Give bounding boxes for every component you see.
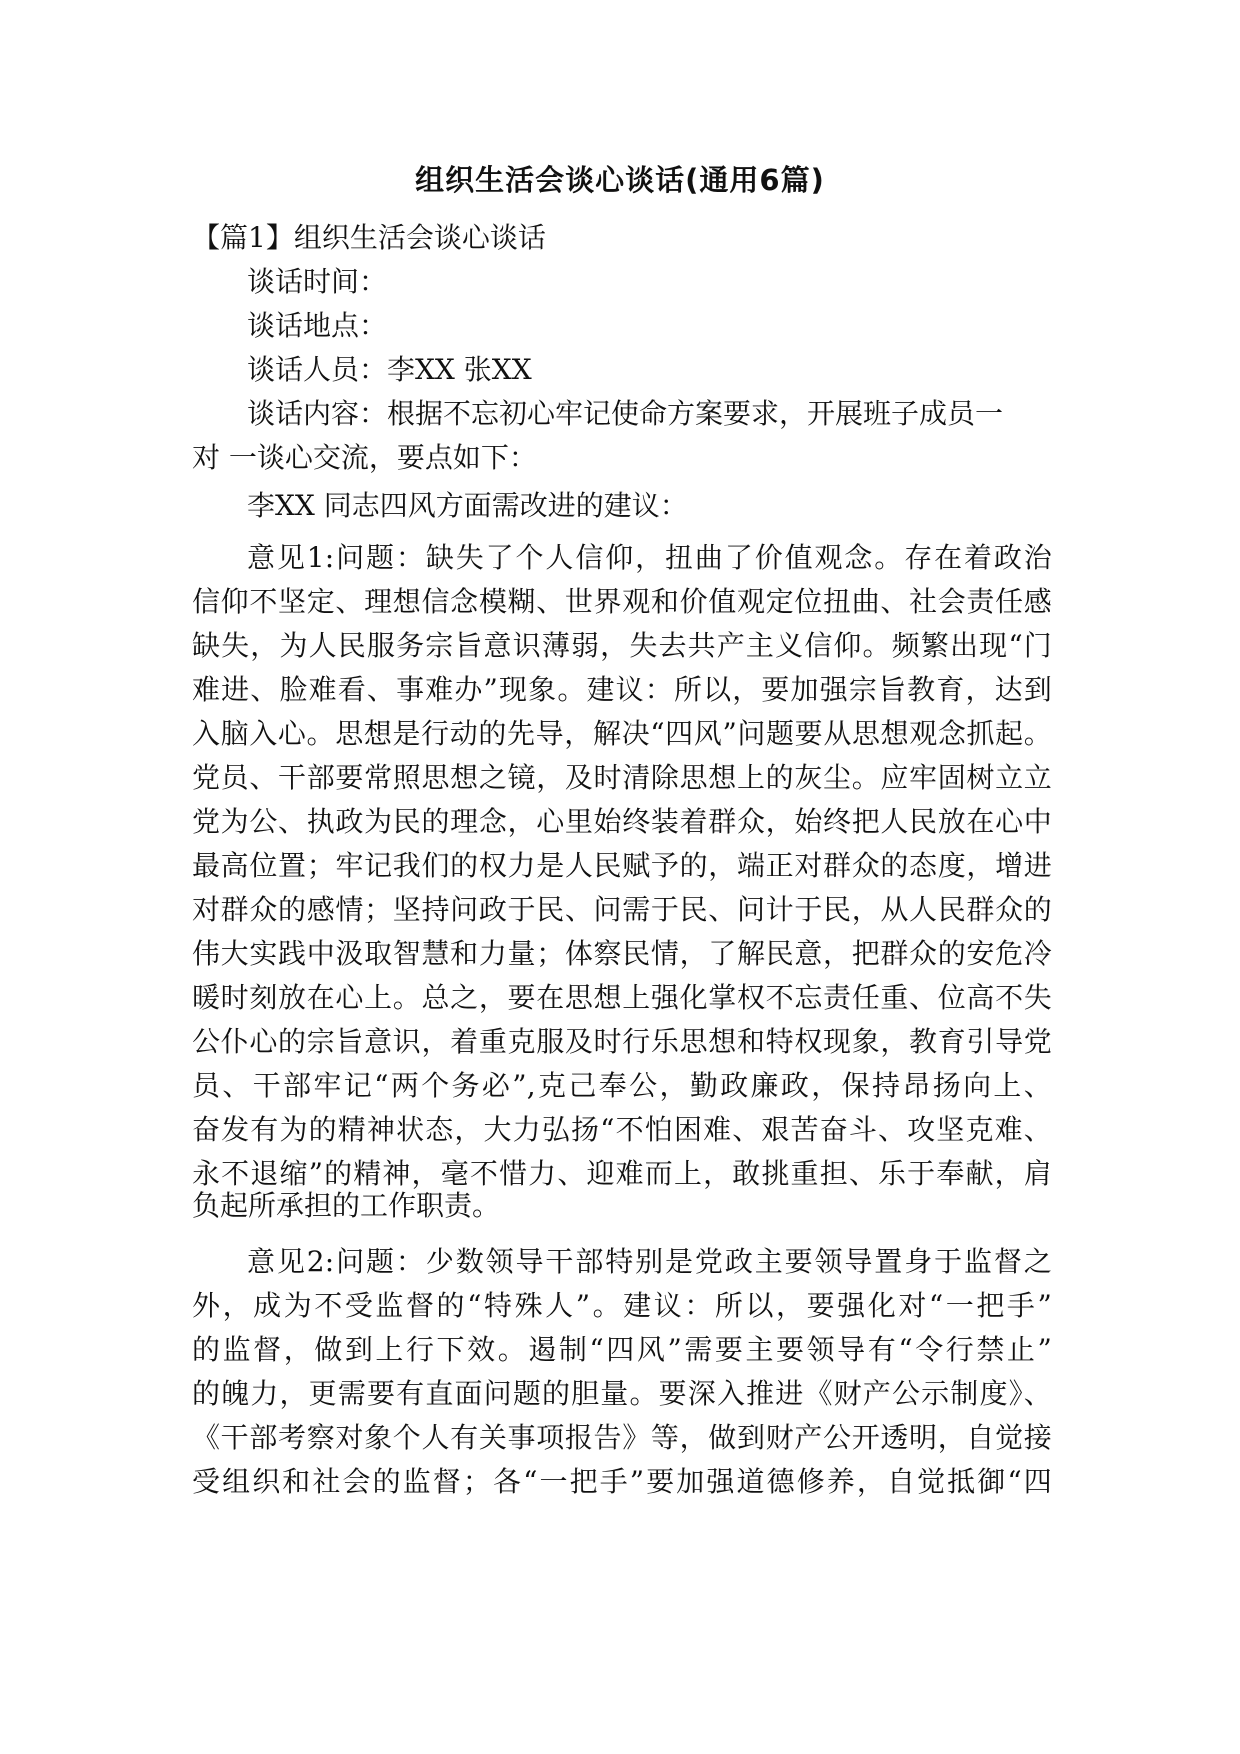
talk-content-line-1: 谈话内容：根据不忘初心牢记使命方案要求，开展班子成员一 [247, 397, 1004, 430]
talk-content-line-2: 对 一谈心交流，要点如下： [192, 441, 537, 474]
opinion-2-paragraph [192, 1240, 1052, 1504]
subheading: 李XX 同志四风方面需改进的建议： [247, 489, 688, 522]
paragraph-line: 对群众的感情；坚持问政于民、问需于民、问计于民，从人民群众的 [192, 893, 1052, 926]
talk-people-label: 谈话人员：李XX 张XX [247, 353, 532, 386]
paragraph-line: 党为公、执政为民的理念，心里始终装着群众，始终把人民放在心中 [192, 805, 1052, 838]
paragraph-line: 的监督，做到上行下效。遏制“四风”需要主要领导有“令行禁止” [192, 1333, 1052, 1366]
paragraph-line: 信仰不坚定、理想信念模糊、世界观和价值观定位扭曲、社会责任感 [192, 585, 1052, 618]
paragraph-line: 入脑入心。思想是行动的先导，解决“四风”问题要从思想观念抓起。 [192, 717, 1052, 750]
paragraph-line: 缺失，为人民服务宗旨意识薄弱，失去共产主义信仰。频繁出现“门 [192, 629, 1052, 662]
paragraph-line: 奋发有为的精神状态，大力弘扬“不怕困难、艰苦奋斗、攻坚克难、 [192, 1113, 1052, 1146]
section-heading: 【篇1】组织生活会谈心谈话 [192, 221, 546, 254]
paragraph-line: 暖时刻放在心上。总之，要在思想上强化掌权不忘责任重、位高不失 [192, 981, 1052, 1014]
paragraph-line: 的魄力，更需要有直面问题的胆量。要深入推进《财产公示制度》、 [192, 1377, 1052, 1410]
paragraph-line: 永不退缩”的精神，毫不惜力、迎难而上，敢挑重担、乐于奉献，肩 [192, 1157, 1052, 1190]
opinion-1-paragraph [192, 536, 1052, 1196]
paragraph-line: 员、干部牢记“两个务必”,克己奉公，勤政廉政，保持昂扬向上、 [192, 1069, 1052, 1102]
document-title: 组织生活会谈心谈话(通用6篇) [415, 163, 825, 197]
paragraph-line: 《干部考察对象个人有关事项报告》等，做到财产公开透明，自觉接 [192, 1421, 1052, 1454]
paragraph-line: 公仆心的宗旨意识，着重克服及时行乐思想和特权现象，教育引导党 [192, 1025, 1052, 1058]
talk-time-label: 谈话时间： [247, 265, 388, 298]
paragraph-line: 党员、干部要常照思想之镜，及时清除思想上的灰尘。应牢固树立立 [192, 761, 1052, 794]
paragraph-line: 受组织和社会的监督；各“一把手”要加强道德修养，自觉抵御“四 [192, 1465, 1052, 1498]
talk-place-label: 谈话地点： [247, 309, 388, 342]
paragraph-line: 伟大实践中汲取智慧和力量；体察民情，了解民意，把群众的安危冷 [192, 937, 1052, 970]
opinion-1-tail: 负起所承担的工作职责。 [192, 1189, 501, 1222]
paragraph-line: 意见2:问题：少数领导干部特别是党政主要领导置身于监督之 [247, 1245, 1052, 1278]
paragraph-line: 外，成为不受监督的“特殊人”。建议：所以，要强化对“一把手” [192, 1289, 1052, 1322]
paragraph-line: 最高位置；牢记我们的权力是人民赋予的，端正对群众的态度，增进 [192, 849, 1052, 882]
paragraph-line: 意见1:问题：缺失了个人信仰，扭曲了价值观念。存在着政治 [247, 541, 1052, 574]
paragraph-line: 难进、脸难看、事难办”现象。建议：所以，要加强宗旨教育，达到 [192, 673, 1052, 706]
